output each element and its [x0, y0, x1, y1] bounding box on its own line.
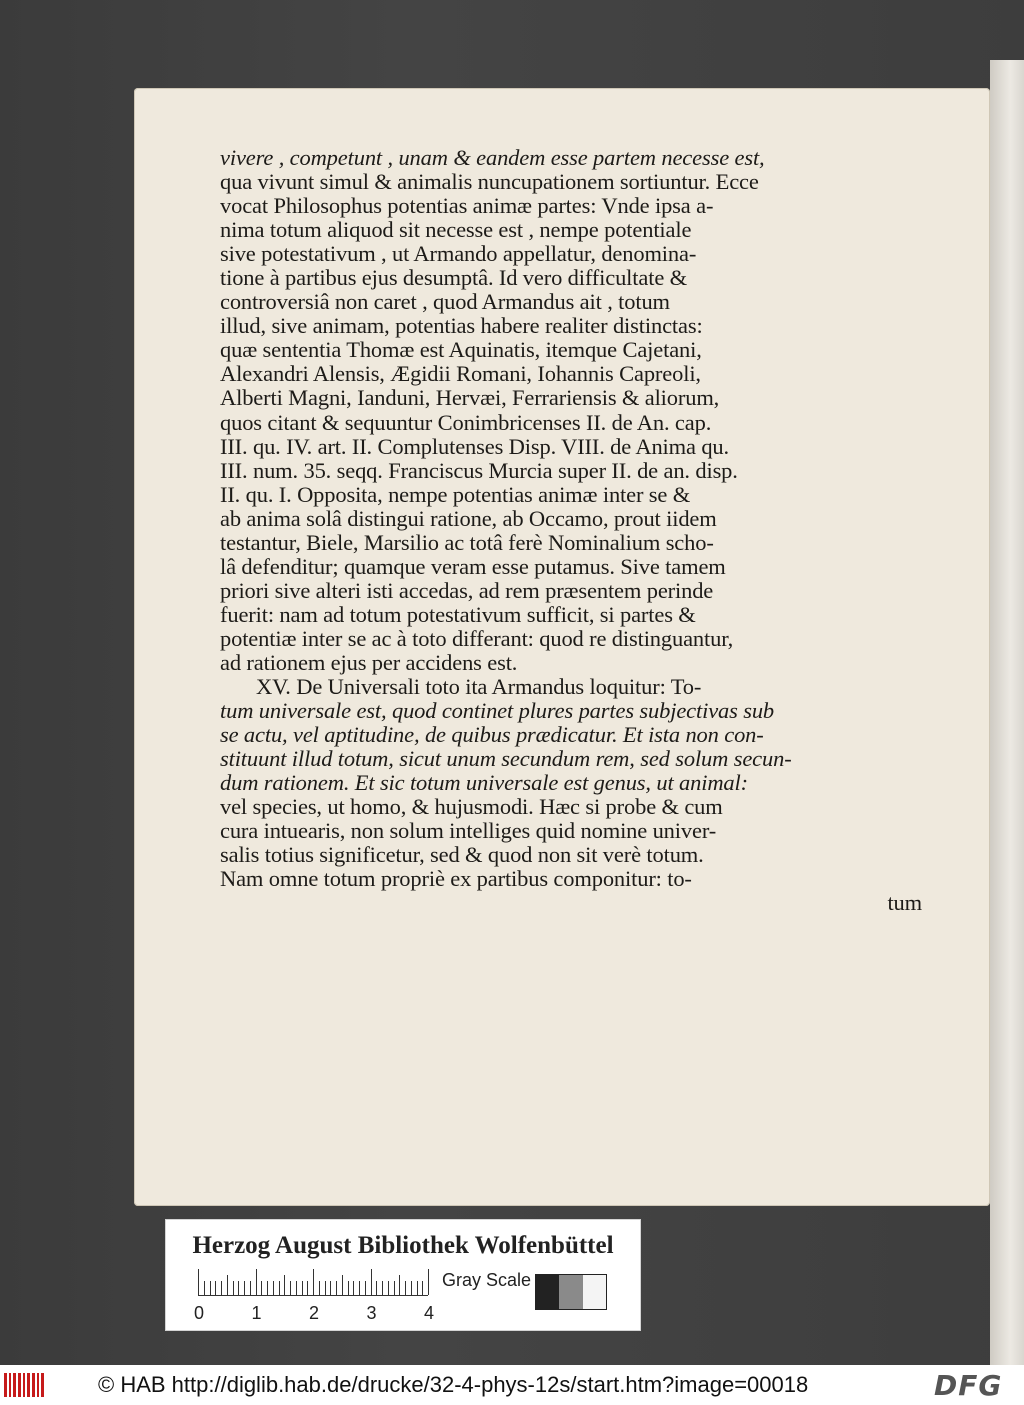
ruler-tick [273, 1281, 274, 1295]
gray-scale-label: Gray Scale [442, 1270, 532, 1290]
ruler-tick [405, 1281, 406, 1295]
ruler-number: 1 [251, 1303, 262, 1323]
footer-url-text: © HAB http://diglib.hab.de/drucke/32-4-phys-12s/start.htm?image=00018 [98, 1372, 809, 1397]
hab-barcode-logo-icon [4, 1373, 48, 1397]
text-line: ab anima solâ distingui ratione, ab Occamo, prout iidem [220, 505, 717, 531]
ruler-tick [330, 1281, 331, 1295]
text-line: fuerit: nam ad totum potestativum sufficit, si partes & [220, 601, 696, 627]
ruler-tick [221, 1281, 222, 1295]
ruler-tick [296, 1281, 297, 1295]
text-line: tione à partibus ejus desumptâ. Id vero difficultate & [220, 265, 687, 291]
ruler-tick [319, 1281, 320, 1295]
ruler-number: 0 [194, 1303, 205, 1323]
ruler-number: 3 [366, 1303, 377, 1323]
text-line: illud, sive animam, potentias habere realiter distinctas: [220, 313, 703, 339]
text-line: Alexandri Alensis, Ægidii Romani, Iohannis Capreoli, [220, 361, 701, 387]
ruler-tick [359, 1281, 360, 1295]
text-line: Nam omne totum propriè ex partibus componitur: to- [220, 866, 692, 892]
ruler-tick [244, 1281, 245, 1295]
page-text-block [220, 146, 940, 916]
ruler-tick [302, 1281, 303, 1295]
text-line: se actu, vel aptitudine, de quibus prædicatur. Et ista non con- [220, 722, 764, 748]
text-line: III. num. 35. seqq. Franciscus Murcia super II. de an. disp. [220, 457, 738, 483]
ruler-tick [198, 1269, 199, 1295]
text-line: cura intuearis, non solum intelliges quid nomine univer- [220, 818, 717, 844]
barcode-bar [32, 1373, 35, 1397]
barcode-bar [18, 1373, 21, 1397]
ruler-tick [210, 1281, 211, 1295]
text-line: sive potestativum , ut Armando appellatur, denomina- [220, 241, 697, 267]
ruler-tick [284, 1275, 285, 1295]
ruler-tick [233, 1281, 234, 1295]
dfg-logo: DFG [934, 1369, 1003, 1402]
ruler-tick [371, 1269, 372, 1295]
text-line: vivere , competunt , unam & eandem esse partem necesse est, [220, 145, 765, 170]
ruler-tick [215, 1281, 216, 1295]
gray-swatch [536, 1275, 559, 1309]
ruler-tick [279, 1281, 280, 1295]
ruler-tick [376, 1281, 377, 1295]
ruler-tick [342, 1275, 343, 1295]
barcode-bar [27, 1373, 30, 1397]
barcode-bar [37, 1373, 39, 1397]
ruler-baseline [198, 1295, 428, 1296]
text-line: tum universale est, quod continet plures partes subjectivas sub [220, 698, 775, 724]
ruler-number: 2 [309, 1303, 320, 1323]
adjacent-page-edge [990, 60, 1024, 1365]
ruler-tick [388, 1281, 389, 1295]
text-line: tum [887, 890, 922, 916]
viewer-footer [0, 1365, 1024, 1405]
text-line: vocat Philosophus potentias animæ partes: Vnde ipsa a- [220, 193, 714, 219]
ruler-tick [336, 1281, 337, 1295]
text-line: ad rationem ejus per accidens est. [220, 649, 518, 675]
barcode-bar [13, 1373, 16, 1397]
text-line: qua vivunt simul & animalis nuncupationem sortiuntur. Ecce [220, 169, 759, 195]
text-line: quæ sententia Thomæ est Aquinatis, itemque Cajetani, [220, 337, 702, 363]
ruler-tick [422, 1281, 423, 1295]
barcode-bar [9, 1373, 11, 1397]
text-line: nima totum aliquod sit necesse est , nempe potentiale [220, 217, 692, 243]
ruler-tick [365, 1281, 366, 1295]
ruler-tick [382, 1281, 383, 1295]
ruler-tick [348, 1281, 349, 1295]
ruler-tick [290, 1281, 291, 1295]
ruler-tick [250, 1281, 251, 1295]
text-line: controversiâ non caret , quod Armandus ait , totum [220, 289, 670, 315]
ruler-tick [238, 1281, 239, 1295]
ruler-number: 4 [424, 1303, 435, 1323]
barcode-bar [4, 1373, 7, 1397]
text-line: salis totius significetur, sed & quod non sit verè totum. [220, 842, 704, 868]
ruler-tick [227, 1275, 228, 1295]
text-line: vel species, ut homo, & hujusmodi. Hæc si probe & cum [220, 794, 723, 820]
ruler-tick [325, 1281, 326, 1295]
ruler-tick [417, 1281, 418, 1295]
text-line: lâ defenditur; quamque veram esse putamus. Sive tamem [220, 553, 726, 579]
text-line: testantur, Biele, Marsilio ac totâ ferè Nominalium scho- [220, 529, 714, 555]
ruler-tick [313, 1269, 314, 1295]
text-line: dum rationem. Et sic totum universale est genus, ut animal: [220, 770, 748, 796]
ruler-tick [256, 1269, 257, 1295]
barcode-bar [41, 1373, 44, 1397]
gray-swatch [559, 1275, 582, 1309]
barcode-bar [23, 1373, 25, 1397]
library-name: Herzog August Bibliothek Wolfenbüttel [192, 1232, 614, 1259]
text-line: III. qu. IV. art. II. Complutenses Disp. VIII. de Anima qu. [220, 433, 729, 459]
ruler-tick [307, 1281, 308, 1295]
ruler-tick [267, 1281, 268, 1295]
ruler-tick [411, 1281, 412, 1295]
ruler-tick [394, 1281, 395, 1295]
ruler-tick [204, 1281, 205, 1295]
ruler-tick [353, 1281, 354, 1295]
ruler-tick [261, 1281, 262, 1295]
gray-swatch [583, 1275, 606, 1309]
text-line: stituunt illud totum, sicut unum secundum rem, sed solum secun- [220, 746, 792, 772]
text-line: quos citant & sequuntur Conimbricenses II. de An. cap. [220, 409, 712, 435]
text-line: Alberti Magni, Ianduni, Hervæi, Ferrariensis & aliorum, [220, 385, 720, 411]
text-line: XV. De Universali toto ita Armandus loquitur: To- [256, 674, 702, 700]
ruler-tick [428, 1269, 429, 1295]
text-line: priori sive alteri isti accedas, ad rem præsentem perinde [220, 577, 714, 603]
text-line: II. qu. I. Opposita, nempe potentias animæ inter se & [220, 481, 691, 507]
text-line: potentiæ inter se ac à toto differant: quod re distinguantur, [220, 625, 734, 651]
gray-scale-swatch [535, 1274, 607, 1310]
ruler-tick [399, 1275, 400, 1295]
